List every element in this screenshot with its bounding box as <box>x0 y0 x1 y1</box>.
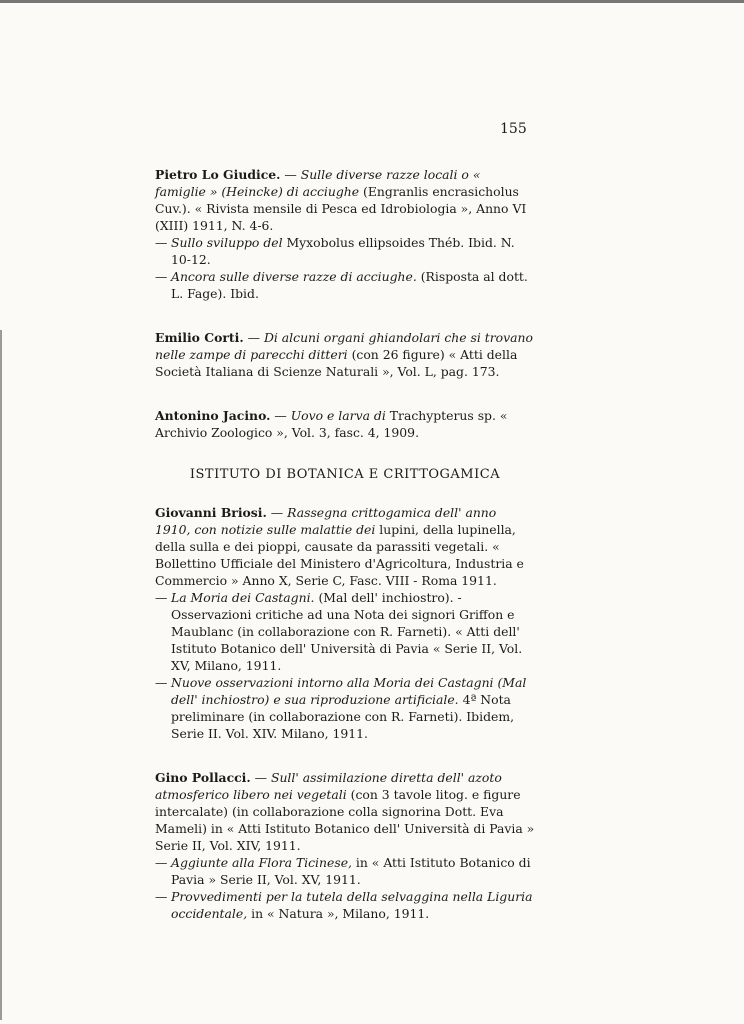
entry-lo-giudice <box>155 166 535 302</box>
work-title: Provvedimenti per la tutela della selvaggina nella Liguria occidentale, <box>171 889 533 921</box>
entry-briosi <box>155 504 535 742</box>
work-details: (Risposta al dott. L. Fage). Ibid. <box>171 269 528 301</box>
entry-corti <box>155 329 535 380</box>
work-details: Myxobolus ellipsoides Théb. Ibid. N. 10-12. <box>171 235 515 267</box>
citation: — Aggiunte alla Flora Ticinese, in « Atti Istituto Botanico di Pavia » Serie II, Vol. XV, 1911. <box>155 855 531 887</box>
entry-pollacci <box>155 769 535 922</box>
work-details: (con 3 tavole litog. e figure intercalate) (in collaborazione colla signorina Dott. Eva Mameli) in « Atti Istituto Botanico dell' Università di Pavia » Serie II, Vol. XIV, 1911. <box>155 787 535 853</box>
work-title: Nuove osservazioni intorno alla Moria dei Castagni (Mal dell' inchiostro) e sua riproduzione artificiale. <box>171 675 527 707</box>
work-title: Uovo e larva di <box>290 408 386 423</box>
work-details: in « Atti Istituto Botanico di Pavia » Serie II, Vol. XV, 1911. <box>171 855 531 887</box>
work-title: Sull' assimilazione diretta dell' azoto atmosferico libero nei vegetali <box>155 770 502 802</box>
work-title: Sullo sviluppo del <box>171 235 283 250</box>
work-title: Ancora sulle diverse razze di acciughe. <box>171 269 417 284</box>
citation: Giovanni Briosi. — Rassegna crittogamica dell' anno 1910, con notizie sulle malattie dei lupini, della lupinella, della sulla e dei pioppi, causate da parassiti vegetali. « Bollettino Ufficiale del Ministero d'Agricoltura, Industria e Commercio » Anno X, Serie C, Fasc. VIII - Roma 1911. <box>155 505 524 588</box>
work-title: Di alcuni organi ghiandolari che si trovano nelle zampe di parecchi ditteri <box>155 330 533 362</box>
citation: Pietro Lo Giudice. — Sulle diverse razze locali o « famiglie » (Heincke) di acciughe (Engranlis encrasicholus Cuv.). « Rivista mensile di Pesca ed Idrobiologia », Anno VI (XIII) 1911, N. 4-6. <box>155 167 527 233</box>
top-edge-rule <box>0 0 744 3</box>
page-number: 155 <box>500 121 527 137</box>
work-details: in « Natura », Milano, 1911. <box>251 906 430 921</box>
entry-jacino <box>155 407 535 441</box>
section-heading: ISTITUTO DI BOTANICA E CRITTOGAMICA <box>189 467 501 482</box>
left-edge-rule <box>0 330 2 1020</box>
citation: — Nuove osservazioni intorno alla Moria dei Castagni (Mal dell' inchiostro) e sua riproduzione artificiale. 4ª Nota preliminare (in collaborazione con R. Farneti). Ibidem, Serie II. Vol. XIV. Milano, 1911. <box>155 675 527 741</box>
author-name: Emilio Corti. <box>155 330 244 345</box>
bibliography-list <box>155 166 535 949</box>
citation: — Ancora sulle diverse razze di acciughe. (Risposta al dott. L. Fage). Ibid. <box>155 269 528 301</box>
work-title: La Moria dei Castagni. <box>171 590 315 605</box>
citation: — La Moria dei Castagni. (Mal dell' inchiostro). - Osservazioni critiche ad una Nota dei signori Griffon e Maublanc (in collaborazione con R. Farneti). « Atti dell' Istituto Botanico dell' Università di Pavia « Serie II, Vol. XV, Milano, 1911. <box>155 590 523 673</box>
work-details: lupini, della lupinella, della sulla e dei pioppi, causate da parassiti vegetali. « Bollettino Ufficiale del Ministero d'Agricoltura, Industria e Commercio » Anno X, Serie C, Fasc. VIII - Roma 1911. <box>155 522 524 588</box>
citation: Antonino Jacino. — Uovo e larva di Trachypterus sp. « Archivio Zoologico », Vol. 3, fasc. 4, 1909. <box>155 408 508 440</box>
author-name: Pietro Lo Giudice. <box>155 167 281 182</box>
work-details: 4ª Nota preliminare (in collaborazione con R. Farneti). Ibidem, Serie II. Vol. XIV. Milano, 1911. <box>171 692 515 741</box>
author-name: Antonino Jacino. <box>155 408 271 423</box>
author-name: Gino Pollacci. <box>155 770 251 785</box>
work-details: (con 26 figure) « Atti della Società Italiana di Scienze Naturali », Vol. L, pag. 173. <box>155 347 518 379</box>
author-name: Giovanni Briosi. <box>155 505 267 520</box>
work-title: Sulle diverse razze locali o « famiglie » (Heincke) di acciughe <box>155 167 481 199</box>
citation: — Sullo sviluppo del Myxobolus ellipsoides Théb. Ibid. N. 10-12. <box>155 235 515 267</box>
citation: Gino Pollacci. — Sull' assimilazione diretta dell' azoto atmosferico libero nei vegetali (con 3 tavole litog. e figure intercalate) (in collaborazione colla signorina Dott. Eva Mameli) in « Atti Istituto Botanico dell' Università di Pavia » Serie II, Vol. XIV, 1911. <box>155 770 535 853</box>
work-details: Trachypterus sp. « Archivio Zoologico », Vol. 3, fasc. 4, 1909. <box>155 408 508 440</box>
work-title: Rassegna crittogamica dell' anno 1910, con notizie sulle malattie dei <box>155 505 497 537</box>
work-details: (Engranlis encrasicholus Cuv.). « Rivista mensile di Pesca ed Idrobiologia », Anno VI (XIII) 1911, N. 4-6. <box>155 184 527 233</box>
work-details: (Mal dell' inchiostro). - Osservazioni critiche ad una Nota dei signori Griffon e Maublanc (in collaborazione con R. Farneti). « Atti dell' Istituto Botanico dell' Università di Pavia « Serie II, Vol. XV, Milano, 1911. <box>171 590 523 673</box>
citation: Emilio Corti. — Di alcuni organi ghiandolari che si trovano nelle zampe di parecchi ditteri (con 26 figure) « Atti della Società Italiana di Scienze Naturali », Vol. L, pag. 173. <box>155 330 533 379</box>
citation: — Provvedimenti per la tutela della selvaggina nella Liguria occidentale, in « Natura », Milano, 1911. <box>155 889 533 921</box>
work-title: Aggiunte alla Flora Ticinese, <box>171 855 352 870</box>
